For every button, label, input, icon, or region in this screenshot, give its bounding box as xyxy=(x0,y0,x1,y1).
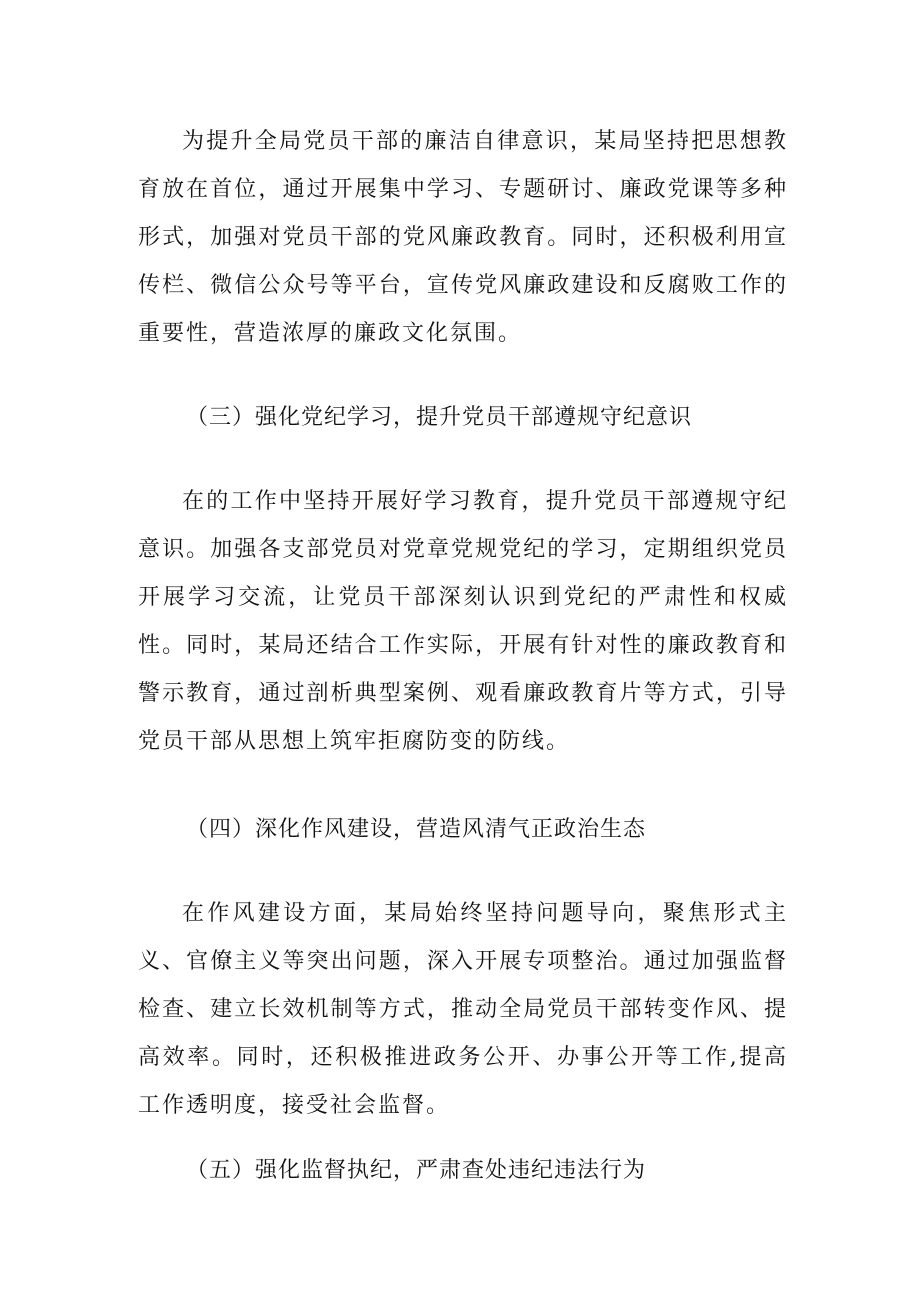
heading-section-three: （三）强化党纪学习，提升党员干部遵规守纪意识 xyxy=(186,405,693,430)
paragraph-discipline-study: 在的工作中坚持开展好学习教育，提升党员干部遵规守纪意识。加强各支部党员对党章党规党纪的学习，定期组织党员开展学习交流，让党员干部深刻认识到党纪的严肃性和权威性。同时，某局还结合工作实际，开展有针对性的廉政教育和警示教育，通过剖析典型案例、观看廉政教育片等方式，引导党员干部从思想上筑牢拒腐防变的防线。 xyxy=(138,489,788,754)
paragraph-thought-education: 为提升全局党员干部的廉洁自律意识，某局坚持把思想教育放在首位，通过开展集中学习、专题研讨、廉政党课等多种形式，加强对党员干部的党风廉政教育。同时，还积极利用宣传栏、微信公众号等平台，宣传党风廉政建设和反腐败工作的重要性，营造浓厚的廉政文化氛围。 xyxy=(138,129,788,346)
paragraph-work-style: 在作风建设方面，某局始终坚持问题导向，聚焦形式主义、官僚主义等突出问题，深入开展专项整治。通过加强监督检查、建立长效机制等方式，推动全局党员干部转变作风、提高效率。同时，还积极推进政务公开、办事公开等工作,提高工作透明度，接受社会监督。 xyxy=(138,901,788,1118)
heading-section-four: （四）深化作风建设，营造风清气正政治生态 xyxy=(186,817,647,842)
heading-section-five: （五）强化监督执纪，严肃查处违纪违法行为 xyxy=(186,1158,647,1183)
